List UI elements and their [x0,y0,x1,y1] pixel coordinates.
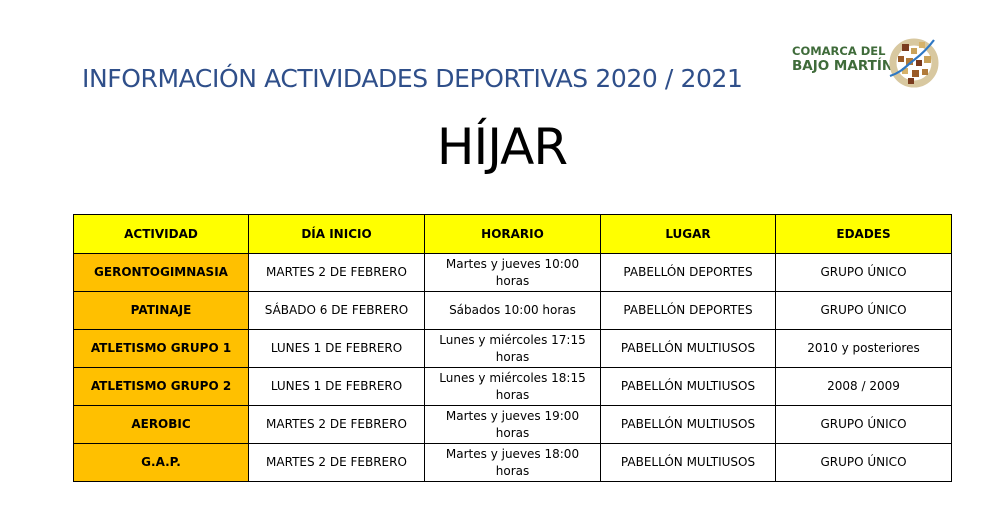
cell-actividad: G.A.P. [74,444,249,482]
header-horario: HORARIO [425,215,601,254]
cell-actividad: ATLETISMO GRUPO 2 [74,368,249,406]
table-row [74,368,952,406]
header-lugar: LUGAR [601,215,776,254]
cell-actividad: GERONTOGIMNASIA [74,254,249,292]
cell-actividad: PATINAJE [74,292,249,330]
table-row [74,406,952,444]
header-edades: EDADES [776,215,952,254]
logo-line-2: BAJO MARTÍN [792,58,894,74]
cell-dia-inicio: LUNES 1 DE FEBRERO [249,368,425,406]
cell-dia-inicio: MARTES 2 DE FEBRERO [249,444,425,482]
cell-dia-inicio: SÁBADO 6 DE FEBRERO [249,292,425,330]
cell-edades: GRUPO ÚNICO [776,444,952,482]
cell-horario: Martes y jueves 18:00 horas [425,444,601,482]
cell-dia-inicio: LUNES 1 DE FEBRERO [249,330,425,368]
cell-dia-inicio: MARTES 2 DE FEBRERO [249,254,425,292]
cell-lugar: PABELLÓN MULTIUSOS [601,406,776,444]
cell-lugar: PABELLÓN MULTIUSOS [601,330,776,368]
document-title: INFORMACIÓN ACTIVIDADES DEPORTIVAS 2020 / 2021 [82,64,743,93]
cell-horario: Martes y jueves 19:00 horas [425,406,601,444]
header-actividad: ACTIVIDAD [74,215,249,254]
table-row [74,292,952,330]
comarca-logo [790,36,940,92]
cell-edades: 2008 / 2009 [776,368,952,406]
cell-edades: GRUPO ÚNICO [776,292,952,330]
table-row [74,330,952,368]
cell-actividad: ATLETISMO GRUPO 1 [74,330,249,368]
activities-table [73,214,952,482]
cell-horario: Lunes y miércoles 18:15 horas [425,368,601,406]
cell-edades: GRUPO ÚNICO [776,406,952,444]
cell-lugar: PABELLÓN DEPORTES [601,254,776,292]
cell-horario: Martes y jueves 10:00 horas [425,254,601,292]
cell-dia-inicio: MARTES 2 DE FEBRERO [249,406,425,444]
cell-edades: GRUPO ÚNICO [776,254,952,292]
cell-horario: Sábados 10:00 horas [425,292,601,330]
header-dia-inicio: DÍA INICIO [249,215,425,254]
table-header-row [74,215,952,254]
cell-lugar: PABELLÓN MULTIUSOS [601,444,776,482]
cell-lugar: PABELLÓN MULTIUSOS [601,368,776,406]
logo-line-1: COMARCA DEL [792,44,886,58]
town-heading: HÍJAR [436,118,568,176]
table-row [74,254,952,292]
logo-emblem-icon [888,36,940,92]
cell-edades: 2010 y posteriores [776,330,952,368]
cell-horario: Lunes y miércoles 17:15 horas [425,330,601,368]
cell-lugar: PABELLÓN DEPORTES [601,292,776,330]
cell-actividad: AEROBIC [74,406,249,444]
table-row [74,444,952,482]
